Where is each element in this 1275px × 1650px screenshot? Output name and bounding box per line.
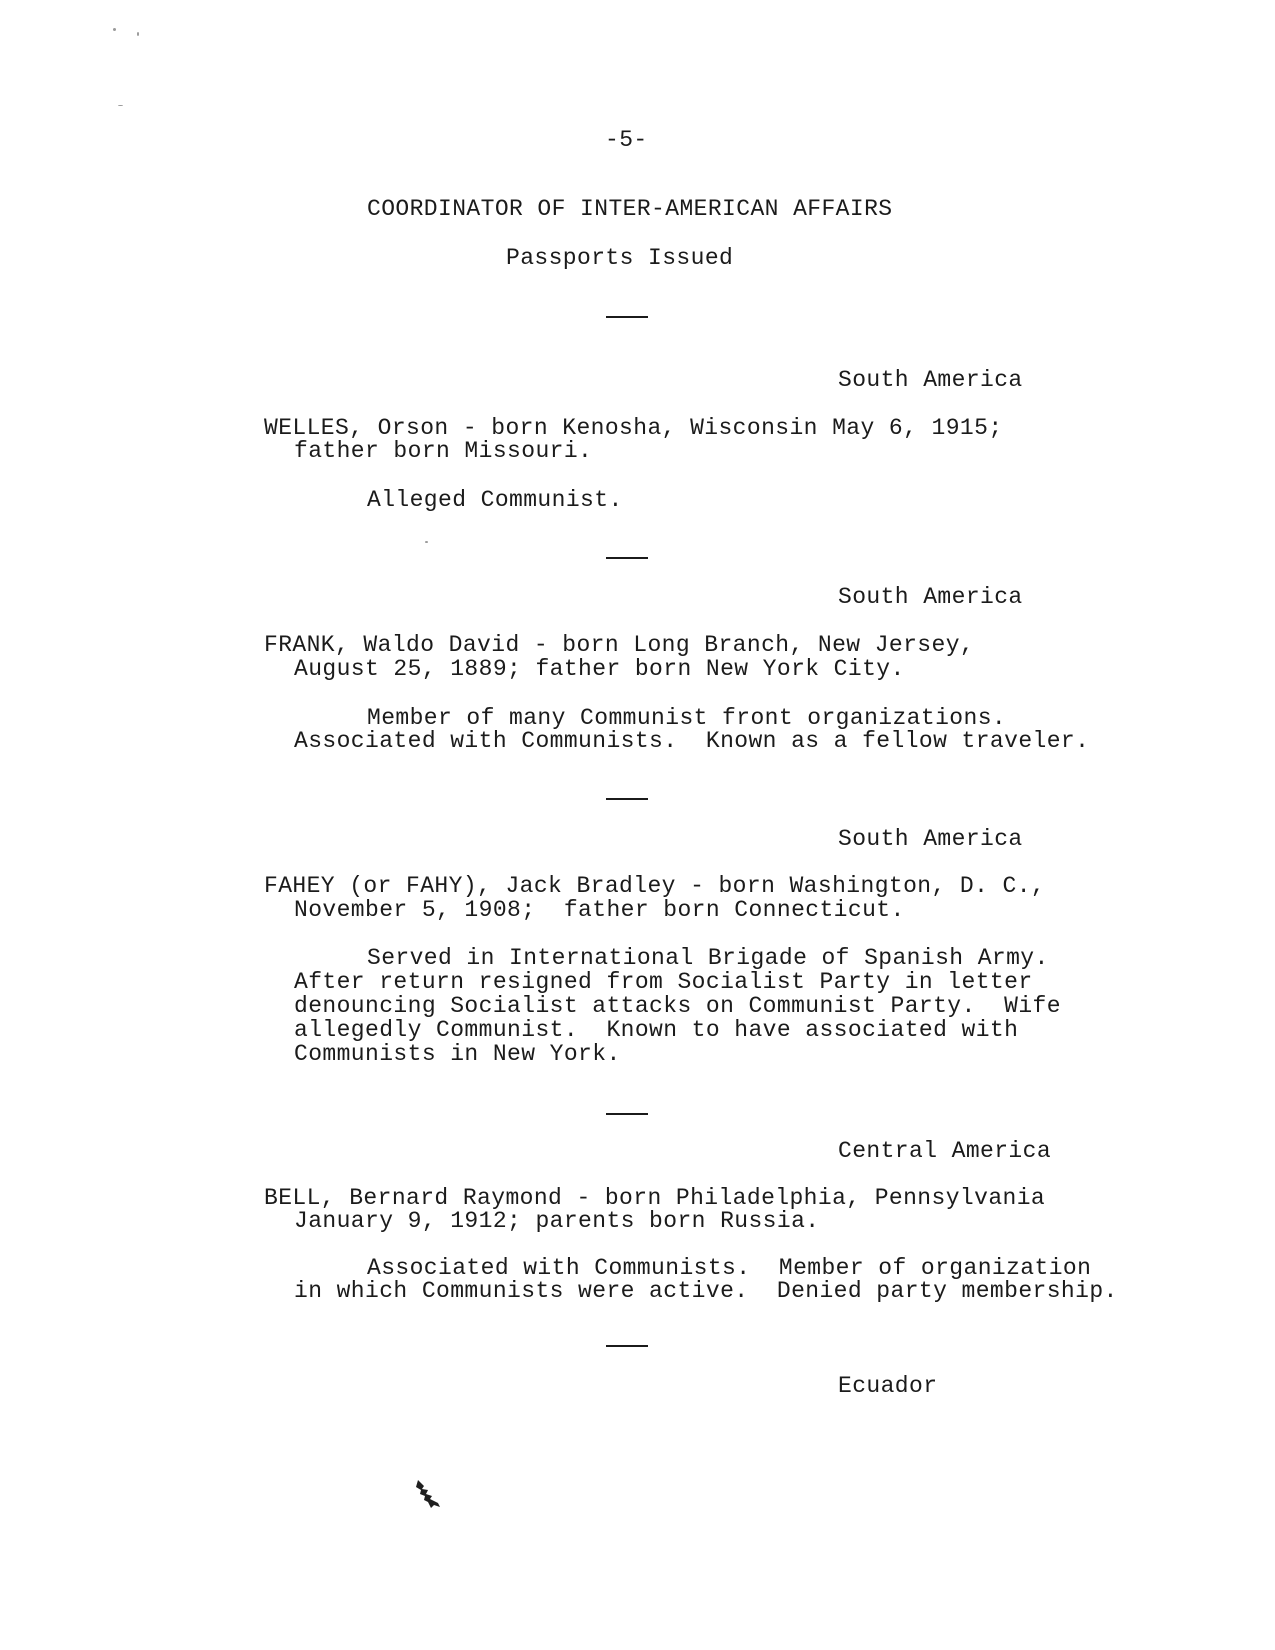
scan-speck — [118, 105, 123, 106]
section-divider — [606, 557, 648, 559]
entry-detail-line: January 9, 1912; parents born Russia. — [294, 1208, 820, 1234]
entry-name-line: FAHEY (or FAHY), Jack Bradley - born Washington, D. C., — [264, 873, 1046, 899]
entry-detail-line: August 25, 1889; father born New York City. — [294, 656, 905, 682]
entry-detail-line: November 5, 1908; father born Connecticut. — [294, 897, 905, 923]
scan-speck — [425, 541, 428, 543]
entry-remark-line: Communists in New York. — [294, 1041, 621, 1067]
entry-region: South America — [838, 584, 1023, 610]
entry-remark-line: denouncing Socialist attacks on Communist Party. Wife — [294, 993, 1061, 1019]
section-divider — [606, 798, 648, 800]
entry-remark-line: in which Communists were active. Denied party membership. — [294, 1278, 1118, 1304]
entry-remark-line: Member of many Communist front organizations. — [367, 705, 1007, 731]
entry-name-line: FRANK, Waldo David - born Long Branch, New Jersey, — [264, 632, 975, 658]
entry-remark-line: Associated with Communists. Known as a fellow traveler. — [294, 728, 1090, 754]
section-divider — [606, 1113, 648, 1115]
entry-region: South America — [838, 367, 1023, 393]
scan-speck — [137, 32, 139, 36]
ink-blot — [412, 1478, 444, 1510]
document-heading: COORDINATOR OF INTER-AMERICAN AFFAIRS — [367, 196, 893, 222]
entry-remark-line: allegedly Communist. Known to have associated with — [294, 1017, 1019, 1043]
page-number: -5- — [605, 127, 648, 153]
entry-remark-line: After return resigned from Socialist Party in letter — [294, 969, 1033, 995]
document-subheading: Passports Issued — [506, 245, 734, 271]
entry-region: South America — [838, 826, 1023, 852]
entry-remark-line: Served in International Brigade of Spanish Army. — [367, 945, 1049, 971]
section-divider — [606, 1345, 648, 1347]
entry-name-line: BELL, Bernard Raymond - born Philadelphia, Pennsylvania — [264, 1185, 1046, 1211]
entry-region: Ecuador — [838, 1373, 938, 1399]
entry-region: Central America — [838, 1138, 1052, 1164]
entry-remark-line: Associated with Communists. Member of organization — [367, 1255, 1092, 1281]
section-divider — [606, 316, 648, 318]
entry-detail-line: father born Missouri. — [294, 438, 593, 464]
entry-remark-line: Alleged Communist. — [367, 487, 623, 513]
scan-speck — [113, 28, 116, 31]
entry-name-line: WELLES, Orson - born Kenosha, Wisconsin May 6, 1915; — [264, 415, 1003, 441]
